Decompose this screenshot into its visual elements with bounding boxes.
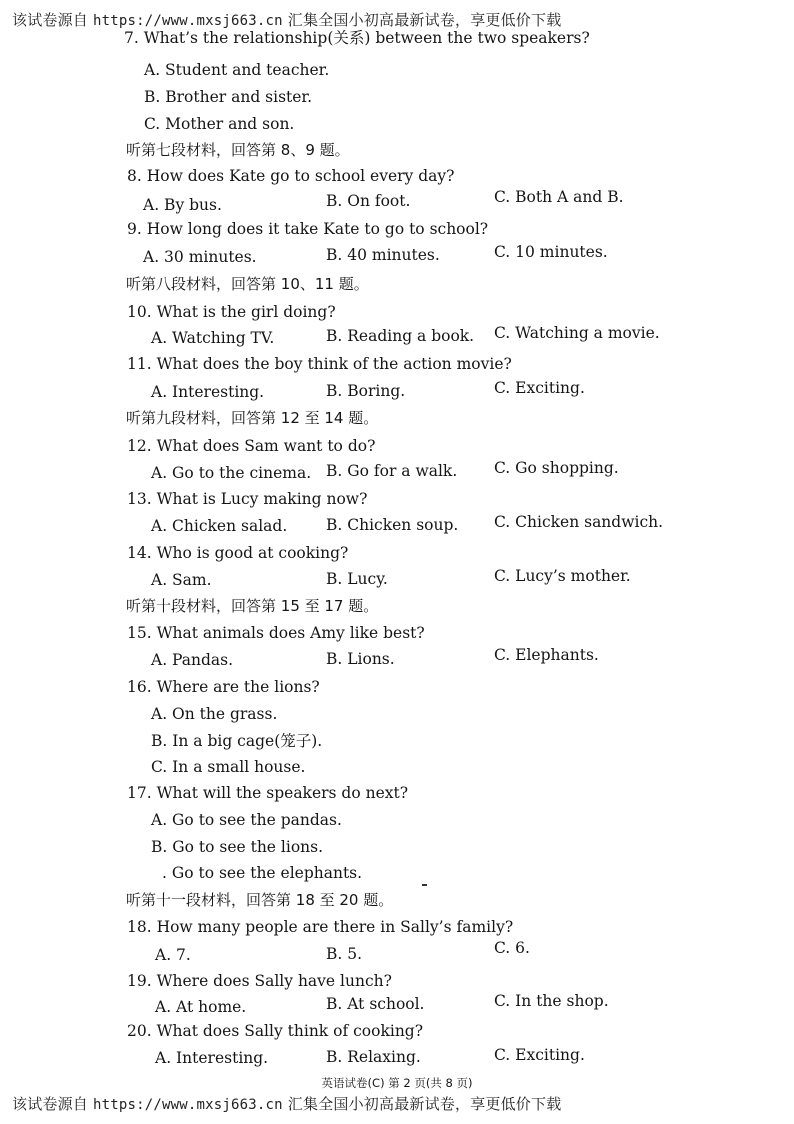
question-11-option-c: C. Exciting. [494,379,585,397]
question-7-stem: 7. What’s the relationship(关系) between the two speakers? [124,29,590,47]
question-13-option-c: C. Chicken sandwich. [494,513,664,531]
watermark-bottom [12,1093,561,1114]
question-18-option-c: C. 6. [494,939,530,957]
question-9-option-a: A. 30 minutes. [143,248,257,266]
question-16-option-a: A. On the grass. [151,705,278,723]
section-10-heading: 听第十段材料，回答第 15 至 17 题。 [126,597,379,615]
question-20-option-b: B. Relaxing. [326,1048,421,1066]
question-20-option-a: A. Interesting. [155,1049,269,1067]
question-16-option-b: B. In a big cage(笼子). [151,732,323,750]
question-19-option-c: C. In the shop. [494,992,609,1010]
question-9-stem: 9. How long does it take Kate to go to school? [127,220,489,238]
question-8-option-c: C. Both A and B. [494,188,624,206]
page-footer: 英语试卷(C) 第 2 页(共 8 页) [321,1076,473,1090]
question-7-option-a: A. Student and teacher. [144,61,330,79]
question-15-option-c: C. Elephants. [494,646,599,664]
question-11-option-b: B. Boring. [326,382,406,400]
question-16-option-c: C. In a small house. [151,758,306,776]
question-16-stem: 16. Where are the lions? [127,678,320,696]
question-12-stem: 12. What does Sam want to do? [127,437,376,455]
question-13-stem: 13. What is Lucy making now? [127,490,368,508]
watermark-prefix: 该试卷源自 [12,1095,89,1113]
question-15-option-a: A. Pandas. [151,651,234,669]
section-9-heading: 听第九段材料，回答第 12 至 14 题。 [126,409,379,427]
question-18-option-b: B. 5. [326,945,363,963]
question-17-option-b: B. Go to see the lions. [151,838,324,856]
question-9-option-c: C. 10 minutes. [494,243,608,261]
question-8-option-a: A. By bus. [143,196,222,214]
question-8-stem: 8. How does Kate go to school every day? [127,167,455,185]
question-13-option-a: A. Chicken salad. [151,517,288,535]
question-14-option-a: A. Sam. [151,571,212,589]
question-11-option-a: A. Interesting. [151,383,265,401]
question-7-option-c: C. Mother and son. [144,115,295,133]
question-11-stem: 11. What does the boy think of the action movie? [127,355,512,373]
question-10-option-c: C. Watching a movie. [494,324,660,342]
question-19-option-a: A. At home. [155,998,247,1016]
question-12-option-b: B. Go for a walk. [326,462,458,480]
question-15-option-b: B. Lions. [326,650,395,668]
question-12-option-c: C. Go shopping. [494,459,619,477]
section-7-heading: 听第七段材料，回答第 8、9 题。 [126,141,350,159]
question-19-stem: 19. Where does Sally have lunch? [127,972,392,990]
question-14-option-b: B. Lucy. [326,570,388,588]
question-18-stem: 18. How many people are there in Sally’s family? [127,918,514,936]
question-20-option-c: C. Exciting. [494,1046,585,1064]
question-9-option-b: B. 40 minutes. [326,246,440,264]
question-14-option-c: C. Lucy’s mother. [494,567,631,585]
watermark-top [12,9,561,30]
question-8-option-b: B. On foot. [326,192,411,210]
section-11-heading: 听第十一段材料，回答第 18 至 20 题。 [126,891,394,909]
question-7-option-b: B. Brother and sister. [144,88,313,106]
question-10-stem: 10. What is the girl doing? [127,303,336,321]
question-15-stem: 15. What animals does Amy like best? [127,624,425,642]
question-10-option-a: A. Watching TV. [151,329,275,347]
watermark-link[interactable]: https://www.mxsj663.cn [92,1097,283,1113]
watermark-suffix: 汇集全国小初高最新试卷，享更低价下载 [287,1095,562,1113]
question-13-option-b: B. Chicken soup. [326,516,459,534]
watermark-prefix: 该试卷源自 [12,11,89,29]
question-17-option-c: . Go to see the elephants. [162,864,363,882]
question-20-stem: 20. What does Sally think of cooking? [127,1022,424,1040]
question-18-option-a: A. 7. [155,946,191,964]
question-14-stem: 14. Who is good at cooking? [127,544,349,562]
question-12-option-a: A. Go to the cinema. [151,464,312,482]
section-8-heading: 听第八段材料，回答第 10、11 题。 [126,275,369,293]
question-10-option-b: B. Reading a book. [326,327,475,345]
watermark-suffix: 汇集全国小初高最新试卷，享更低价下载 [287,11,562,29]
question-17-option-a: A. Go to see the pandas. [151,811,342,829]
question-19-option-b: B. At school. [326,995,425,1013]
question-17-stem: 17. What will the speakers do next? [127,784,409,802]
watermark-link[interactable]: https://www.mxsj663.cn [92,13,283,29]
scan-mark [422,884,427,886]
